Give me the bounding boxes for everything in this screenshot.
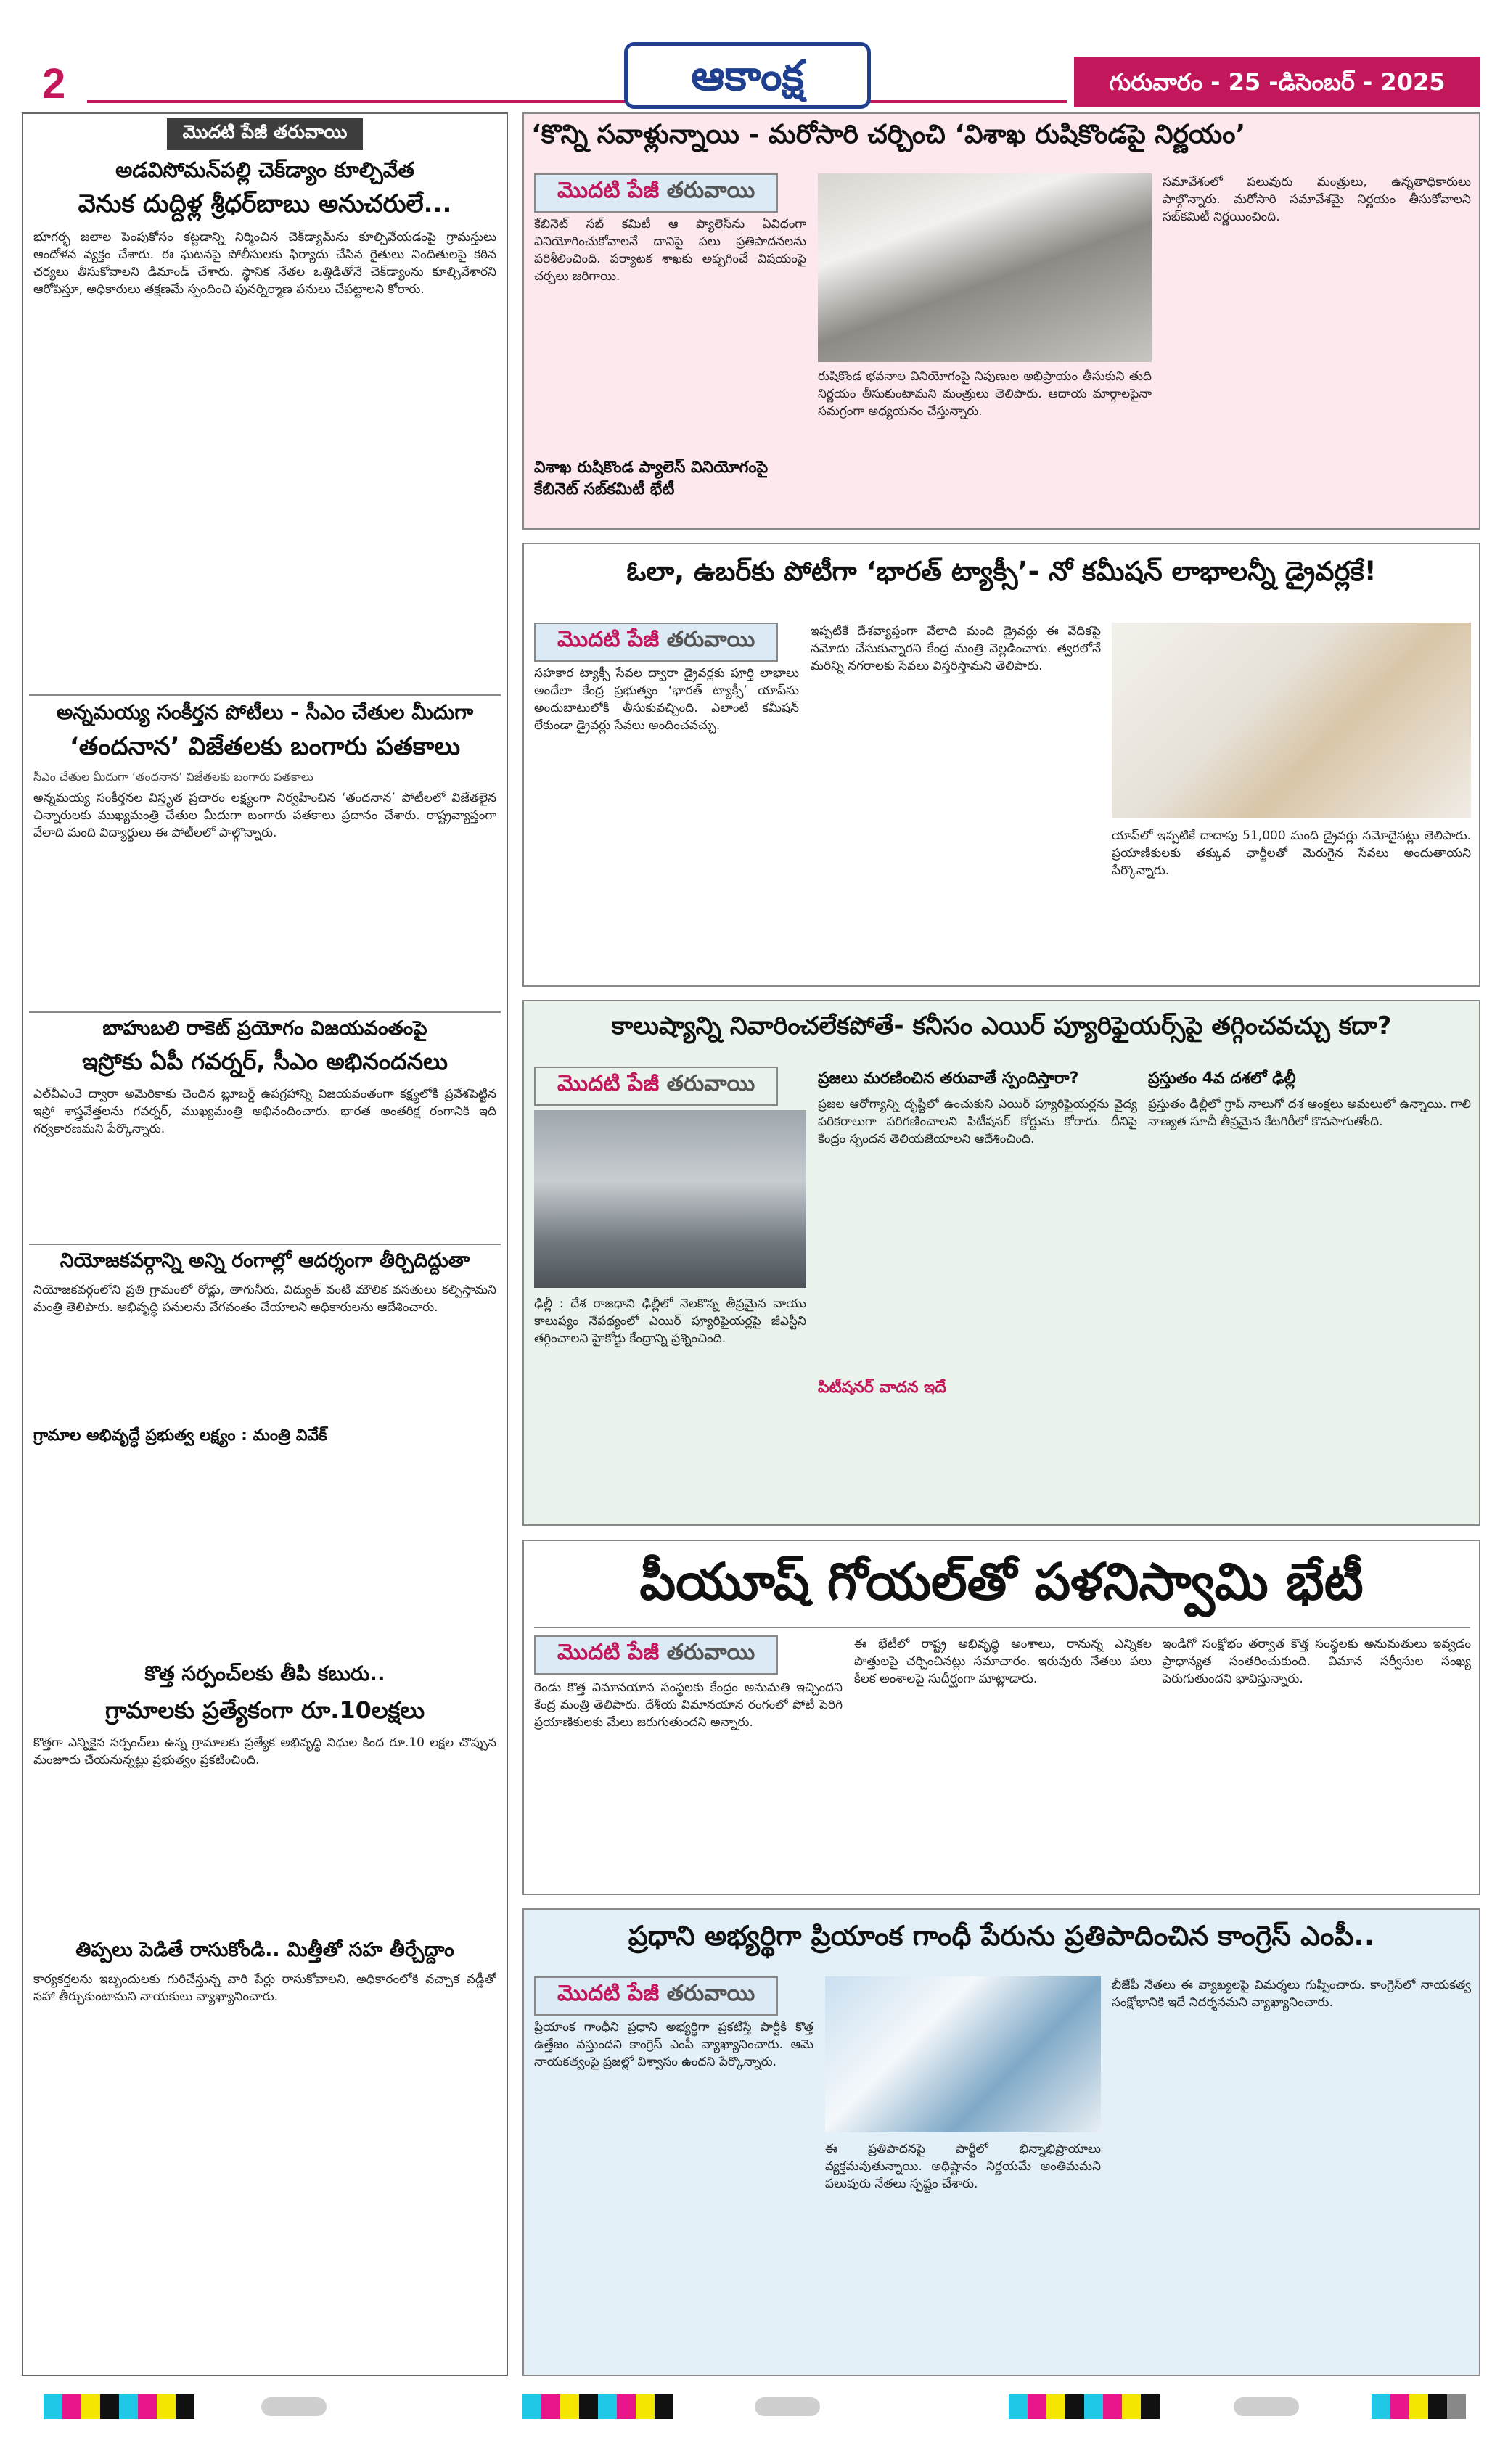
divider (534, 1627, 1470, 1628)
story-air-purifier (522, 1000, 1480, 1526)
story-headline: పీయూష్ గోయల్‌తో పళనిస్వామి భేటీ (639, 1552, 1364, 1611)
label-part: మొదటి పేజీ (557, 1981, 660, 2006)
story-body: సహకార ట్యాక్సీ సేవల ద్వారా డ్రైవర్లకు పూర్తి లాభాలు అందేలా కేంద్ర ప్రభుత్వం ‘భారత్ ట్యాక్సీ’ యాప్‌ను అందుబాటులోకి తీసుకువచ్చింది. ఎలాంటి కమీషన్ లేకుండా డ్రైవర్లు సేవలు అందించవచ్చు. (534, 666, 799, 733)
label-part: మొదటి పేజీ (557, 178, 660, 203)
story-body: ఢిల్లీ : దేశ రాజధాని ఢిల్లీలో నెలకొన్న తీవ్రమైన వాయు కాలుష్యం నేపథ్యంలో ఎయిర్ ప్యూరిఫైయర్లపై జీఎస్టీని తగ్గించాలని హైకోర్టు కేంద్రాన్ని ప్రశ్నించింది. (534, 1297, 806, 1346)
left-column (22, 112, 508, 2376)
registration-mark (1234, 2397, 1299, 2416)
continued-label (534, 1067, 778, 1106)
color-bar (1372, 2394, 1488, 2419)
story-title: ఇస్రోకు ఏపీ గవర్నర్, సీఎం అభినందనలు (82, 1048, 448, 1075)
story-body: కార్యకర్తలను ఇబ్బందులకు గురిచేస్తున్న వారి పేర్లు రాసుకోవాలని, అధికారంలోకి వచ్చాక వడ్డీతో సహా తీర్చుకుంటామని నాయకులు వ్యాఖ్యానించారు. (33, 1972, 496, 2004)
divider (29, 694, 501, 696)
continued-label (534, 1635, 778, 1675)
story-body: అన్నమయ్య సంకీర్తనల విస్తృత ప్రచారం లక్ష్యంగా నిర్వహించిన ‘తందనాన’ పోటీలలో విజేతలైన చిన్నారులకు ముఖ్యమంత్రి చేతుల మీదుగా బంగారు పతకాలు ప్రదానం చేశారు. రాష్ట్రవ్యాప్తంగా వేలాది మంది విద్యార్థులు ఈ పోటీలలో పాల్గొన్నారు. (33, 791, 496, 840)
story-subheading: ప్రస్తుతం 4వ దశలో ఢిల్లీ (1148, 1069, 1296, 1088)
story-isro (23, 1017, 507, 1239)
story-piyush-goyal (522, 1540, 1480, 1895)
story-sarpanch (23, 1662, 507, 1939)
story-body (818, 1405, 1137, 1517)
story-headline: ప్రధాని అభ్యర్థిగా ప్రియాంక గాంధీ పేరును ప్రతిపాదించిన కాంగ్రెస్ ఎంపీ.. (628, 1920, 1375, 1952)
story-title: వెనుక దుద్దిళ్ల శ్రీధర్‌బాబు అనుచరులే... (78, 189, 452, 218)
story-annamayya (23, 700, 507, 1007)
story-constituency (23, 1249, 507, 1662)
priyanka-photo (825, 1976, 1101, 2132)
story-body: రుషికొండ భవనాల వినియోగంపై నిపుణుల అభిప్రాయం తీసుకుని తుది నిర్ణయం తీసుకుంటామని మంత్రులు తెలిపారు. ఆదాయ మార్గాలపైనా సమగ్రంగా అధ్యయనం చేస్తున్నారు. (818, 369, 1152, 419)
page-number: 2 (42, 60, 66, 107)
story-title: నియోజకవర్గాన్ని అన్ని రంగాల్లో ఆదర్శంగా తీర్చిదిద్దుతా (60, 1249, 470, 1272)
story-subheading: ప్రజలు మరణించిన తరువాతే స్పందిస్తారా? (818, 1069, 1079, 1088)
story-headline: ఓలా, ఉబర్‌కు పోటీగా ‘భారత్ ట్యాక్సీ’- నో కమీషన్ లాభాలన్నీ డ్రైవర్లకే! (626, 556, 1377, 587)
label-part: మొదటి పేజీ (557, 627, 660, 652)
story-body (33, 1451, 496, 1662)
header-rule (87, 100, 1067, 103)
story-title: ‘తందనాన’ విజేతలకు బంగారు పతకాలు (69, 732, 461, 761)
label-part: తరువాయి (666, 1640, 755, 1665)
label-part: తరువాయి (666, 1981, 755, 2006)
story-body: ఈ భేటీలో రాష్ట్ర అభివృద్ధి అంశాలు, రానున్న ఎన్నికల పొత్తులపై చర్చించినట్లు సమాచారం. ఇరువురు నేతలు పలు కీలక అంశాలపై సుదీర్ఘంగా మాట్లాడారు. (854, 1637, 1152, 1686)
story-body: బీజేపీ నేతలు ఈ వ్యాఖ్యలపై విమర్శలు గుప్పించారు. కాంగ్రెస్‌లో నాయకత్వ సంక్షోభానికి ఇదే నిదర్శనమని వ్యాఖ్యానించారు. (1112, 1978, 1471, 2010)
story-title: అడవిసోమన్‌పల్లి చెక్‌డ్యాం కూల్చివేత (115, 157, 414, 182)
story-title: బాహుబలి రాకెట్ ప్రయోగం విజయవంతంపై (102, 1017, 427, 1040)
label-part: మొదటి పేజీ (557, 1071, 660, 1096)
label-part: తరువాయి (666, 1071, 755, 1096)
story-body: ఇండిగో సంక్షోభం తర్వాత కొత్త సంస్థలకు అనుమతులు ఇవ్వడం ప్రాధాన్యత సంతరించుకుంది. విమాన సర్వీసుల సంఖ్య పెరుగుతుందని భావిస్తున్నారు. (1163, 1637, 1471, 1686)
label-part: మొదటి పేజీ (557, 1640, 660, 1665)
story-body: కొత్తగా ఎన్నికైన సర్పంచ్‌లు ఉన్న గ్రామాలకు ప్రత్యేక అభివృద్ధి నిధుల కింద రూ.10 లక్షల చొప్పున మంజూరు చేయనున్నట్లు ప్రభుత్వం ప్రకటించింది. (33, 1736, 496, 1767)
story-body: నియోజకవర్గంలోని ప్రతి గ్రామంలో రోడ్లు, తాగునీరు, విద్యుత్ వంటి మౌలిక వసతులు కల్పిస్తామని మంత్రి తెలిపారు. అభివృద్ధి పనులను వేగవంతం చేయాలని అధికారులను ఆదేశించారు. (33, 1283, 496, 1315)
meeting-photo (818, 173, 1152, 362)
story-byline: సీఎం చేతుల మీదుగా ‘తందనాన’ విజేతలకు బంగారు పతకాలు (33, 770, 313, 784)
story-title: గ్రామాలకు ప్రత్యేకంగా రూ.10లక్షలు (104, 1696, 425, 1724)
story-title: కొత్త సర్పంచ్‌లకు తీపి కబురు.. (144, 1662, 385, 1685)
story-body: భూగర్భ జలాల పెంపుకోసం కట్టడాన్ని నిర్మించిన చెక్‌డ్యామ్‌ను కూల్చివేయడంపై గ్రామస్తులు ఆందోళన వ్యక్తం చేశారు. ఈ ఘటనపై పోలీసులకు ఫిర్యాదు చేసిన రైతులు నిందితులపై కఠిన చర్యలు తీసుకోవాలని డిమాండ్ చేశారు. స్థానిక నేతల ఒత్తిడితోనే చెక్‌డ్యాంను కూల్చివేశారని ఆరోపిస్తూ, అధికారులు తక్షణమే స్పందించి పునర్నిర్మాణ పనులు చేపట్టాలని కోరారు. (33, 230, 496, 297)
story-body: ప్రజల ఆరోగ్యాన్ని దృష్టిలో ఉంచుకుని ఎయిర్ ప్యూరిఫైయర్లను వైద్య పరికరాలుగా పరిగణించాలని పిటీషనర్ కోర్టును కోరారు. దీనిపై కేంద్రం స్పందన తెలియజేయాలని ఆదేశించింది. (818, 1097, 1137, 1146)
story-body: ఈ ప్రతిపాదనపై పార్టీలో భిన్నాభిప్రాయాలు వ్యక్తమవుతున్నాయి. అధిష్టానం నిర్ణయమే అంతిమమని పలువురు నేతలు స్పష్టం చేశారు. (825, 2142, 1101, 2191)
story-body: సమావేశంలో పలువురు మంత్రులు, ఉన్నతాధికారులు పాల్గొన్నారు. మరోసారి సమావేశమై నిర్ణయం తీసుకోవాలని సబ్‌కమిటీ నిర్ణయించింది. (1163, 175, 1471, 224)
story-body: కేబినెట్ సబ్ కమిటీ ఆ ప్యాలెస్‌ను ఏవిధంగా వినియోగించుకోవాలనే దానిపై పలు ప్రతిపాదనలను పరిశీలించింది. పర్యాటక శాఖకు అప్పగించే విషయంపై చర్చలు జరిగాయి. (534, 217, 806, 284)
divider (29, 1244, 501, 1245)
story-title: అన్నమయ్య సంకీర్తన పోటీలు - సీఎం చేతుల మీదుగా (56, 700, 474, 724)
continued-label (534, 173, 778, 213)
color-bar (522, 2394, 697, 2419)
continued-label (534, 623, 778, 662)
continued-label (534, 1976, 778, 2016)
story-body: ప్రియాంక గాంధీని ప్రధాని అభ్యర్థిగా ప్రకటిస్తే పార్టీకి కొత్త ఉత్తేజం వస్తుందని కాంగ్రెస్ ఎంపీ వ్యాఖ్యానించారు. ఆమె నాయకత్వంపై ప్రజల్లో విశ్వాసం ఉందని పేర్కొన్నారు. (534, 2020, 813, 2069)
story-subheading: విశాఖ రుషికొండ ప్యాలెస్ వినియోగంపై కేబినెట్ సబ్‌కమిటీ భేటీ (534, 459, 769, 498)
divider (29, 1011, 501, 1013)
story-checkdam (23, 150, 507, 690)
label-part: తరువాయి (666, 627, 755, 652)
story-priyanka (522, 1908, 1480, 2376)
story-body: ఎల్‌వీఎం3 ద్వారా అమెరికాకు చెందిన బ్లూబర్డ్ ఉపగ్రహాన్ని విజయవంతంగా కక్ష్యలోకి ప్రవేశపెట్టిన ఇస్రో శాస్త్రవేత్తలను గవర్నర్, ముఖ్యమంత్రి అభినందించారు. భారత అంతరిక్ష రంగానికి ఇది గర్వకారణమని పేర్కొన్నారు. (33, 1087, 496, 1136)
story-tippalu (23, 1939, 507, 2188)
story-headline: ‘కొన్ని సవాళ్లున్నాయి - మరోసారి చర్చించి ‘విశాఖ రుషికొండపై నిర్ణయం’ (531, 120, 1246, 149)
color-bar (1009, 2394, 1183, 2419)
story-bharat-taxi (522, 543, 1480, 987)
story-title: తిప్పలు పెడితే రాసుకోండి.. మిత్తీతో సహ తీర్చేద్దాం (75, 1939, 454, 1961)
story-rushikonda (522, 112, 1480, 530)
color-bar (44, 2394, 218, 2419)
story-body: ఇప్పటికే దేశవ్యాప్తంగా వేలాది మంది డ్రైవర్లు ఈ వేదికపై నమోదు చేసుకున్నారని కేంద్ర మంత్రి వెల్లడించారు. త్వరలోనే మరిన్ని నగరాలకు సేవలు విస్తరిస్తామని తెలిపారు. (811, 624, 1101, 673)
story-headline: కాలుష్యాన్ని నివారించలేకపోతే- కనీసం ఎయిర్ ప్యూరిఫైయర్స్‌పై తగ్గించవచ్చు కదా? (611, 1011, 1392, 1040)
story-body: యాప్‌లో ఇప్పటికే దాదాపు 51,000 మంది డ్రైవర్లు నమోదైనట్లు తెలిపారు. ప్రయాణికులకు తక్కువ ఛార్జీలతో మెరుగైన సేవలు అందుతాయని పేర్కొన్నారు. (1112, 829, 1471, 878)
story-body: రెండు కొత్త విమానయాన సంస్థలకు కేంద్రం అనుమతి ఇచ్చిందని కేంద్ర మంత్రి తెలిపారు. దేశీయ విమానయాన రంగంలో పోటీ పెరిగి ప్రయాణికులకు మేలు జరుగుతుందని అన్నారు. (534, 1680, 843, 1730)
label-part: తరువాయి (666, 178, 755, 203)
continued-tag: మొదటి పేజీ తరువాయి (167, 118, 364, 150)
minister-photo (1112, 623, 1471, 818)
issue-date: గురువారం - 25 -డిసెంబర్ - 2025 (1074, 57, 1480, 107)
story-subheading: పిటీషనర్ వాదన ఇదే (818, 1379, 946, 1397)
smog-photo (534, 1110, 806, 1288)
registration-mark (755, 2397, 820, 2416)
story-body: ప్రస్తుతం ఢిల్లీలో గ్రాప్ నాలుగో దశ ఆంక్షలు అమలులో ఉన్నాయి. గాలి నాణ్యత సూచీ తీవ్రమైన కేటగిరీలో కొనసాగుతోంది. (1148, 1097, 1471, 1129)
masthead-logo: ఆకాంక్ష (624, 42, 871, 109)
registration-mark (261, 2397, 327, 2416)
story-subheading: గ్రామాల అభివృద్ధే ప్రభుత్వ లక్ష్యం : మంత్రి వివేక్ (33, 1426, 327, 1445)
